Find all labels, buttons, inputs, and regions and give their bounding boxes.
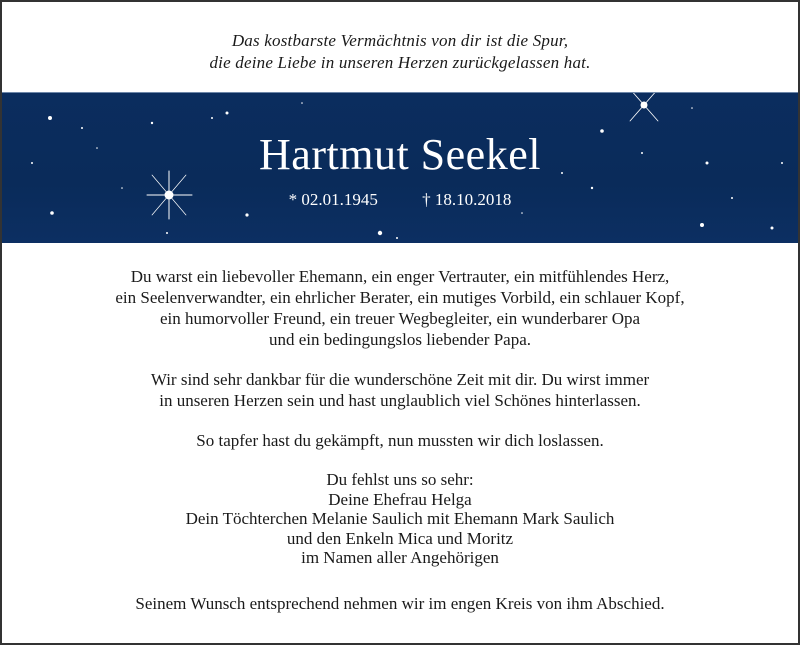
text-line: Wir sind sehr dankbar für die wunderschöne Zeit mit dir. Du wirst immer <box>150 370 650 389</box>
notice-body <box>0 266 800 568</box>
motto-line: Das kostbarste Vermächtnis von dir ist die Spur, <box>231 31 569 50</box>
gratitude-paragraph <box>0 369 800 411</box>
signature-line: Dein Töchterchen Melanie Saulich mit Ehemann Mark Saulich <box>185 509 615 528</box>
birth-date: * 02.01.1945 <box>288 190 378 209</box>
bright-star-right <box>630 93 658 121</box>
text-line: ein humorvoller Freund, ein treuer Wegbegleiter, ein wunderbarer Opa <box>159 309 641 328</box>
signature-block <box>0 470 800 568</box>
text-line: und ein bedingungslos liebender Papa. <box>268 330 532 349</box>
tribute-paragraph <box>0 266 800 350</box>
text-line: So tapfer hast du gekämpft, nun mussten wir dich loslassen. <box>196 431 604 450</box>
life-dates <box>2 190 798 210</box>
signature-line: Deine Ehefrau Helga <box>328 489 472 509</box>
text-line: in unseren Herzen sein und hast unglaublich viel Schönes hinterlassen. <box>159 391 641 410</box>
signature-line: Du fehlst uns so sehr: <box>326 470 474 489</box>
farewell-paragraph <box>0 430 800 451</box>
deceased-name: Hartmut Seekel <box>259 130 541 179</box>
signature-line: im Namen aller Angehörigen <box>301 548 499 567</box>
text-line: Du warst ein liebevoller Ehemann, ein enger Vertrauter, ein mitfühlendes Herz, <box>130 267 670 286</box>
text-line: ein Seelenverwandter, ein ehrlicher Berater, ein mutiges Vorbild, ein schlauer Kopf, <box>115 288 685 307</box>
death-date: † 18.10.2018 <box>422 190 512 209</box>
motto <box>0 30 800 74</box>
motto-line: die deine Liebe in unseren Herzen zurückgelassen hat. <box>209 53 591 72</box>
starry-banner <box>2 92 798 243</box>
closing-note: Seinem Wunsch entsprechend nehmen wir im engen Kreis von ihm Abschied. <box>135 594 665 613</box>
signature-line: und den Enkeln Mica und Moritz <box>286 528 514 548</box>
